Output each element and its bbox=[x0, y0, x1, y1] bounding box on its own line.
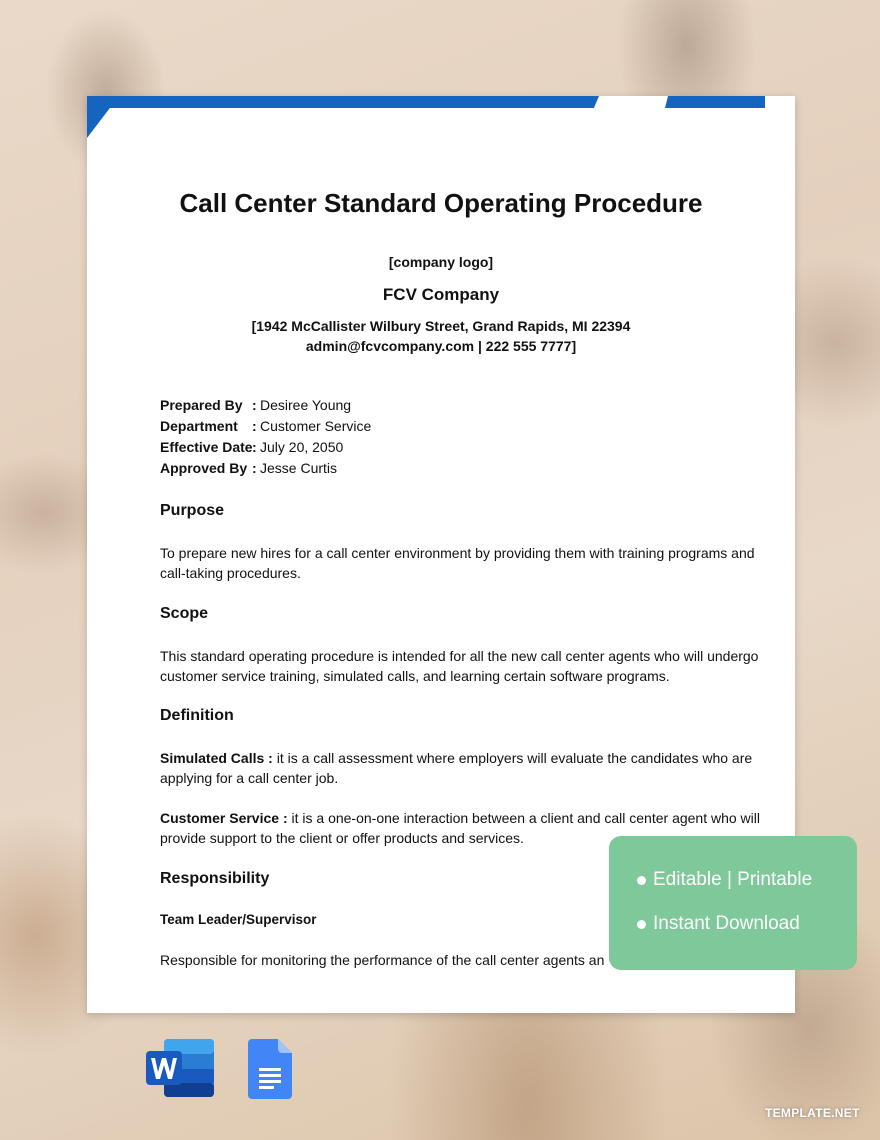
feature-badge bbox=[609, 836, 857, 970]
header-band-right bbox=[665, 96, 765, 108]
meta-separator: : bbox=[252, 397, 257, 413]
meta-value: Desiree Young bbox=[260, 397, 352, 413]
definition-text: it is a call assessment where employers will evaluate the candidates who are applying for a call center job. bbox=[160, 750, 753, 786]
definition-text: it is a one-on-one interaction between a client and call center agent who will provide support to the client or offer products and services. bbox=[160, 810, 760, 846]
responsibility-heading: Responsibility bbox=[160, 870, 270, 887]
definition-term: Simulated Calls : bbox=[160, 750, 273, 766]
microsoft-word-icon[interactable] bbox=[146, 1039, 214, 1097]
company-logo-placeholder: [company logo] bbox=[388, 254, 494, 270]
meta-separator: : bbox=[252, 460, 257, 476]
meta-label: Prepared By bbox=[160, 397, 243, 413]
meta-row-prepared-by bbox=[160, 397, 371, 418]
badge-feature-editable bbox=[637, 869, 812, 891]
scope-heading: Scope bbox=[160, 605, 209, 622]
meta-label: Department bbox=[160, 418, 238, 434]
document-meta bbox=[160, 397, 371, 481]
meta-label: Approved By bbox=[160, 460, 248, 476]
meta-separator: : bbox=[252, 439, 257, 455]
meta-separator: : bbox=[252, 418, 257, 434]
meta-label: Effective Date bbox=[160, 439, 253, 455]
document-title: Call Center Standard Operating Procedure bbox=[179, 188, 703, 218]
bullet-icon bbox=[637, 876, 646, 885]
badge-line-1: Editable | Printable bbox=[653, 869, 813, 890]
company-name: FCV Company bbox=[382, 285, 500, 304]
meta-value: July 20, 2050 bbox=[260, 439, 344, 455]
definition-heading: Definition bbox=[160, 707, 234, 724]
meta-row-approved-by bbox=[160, 460, 371, 481]
scope-text: This standard operating procedure is intended for all the new call center agents who will undergo customer service training, simulated calls, and learning certain software programs. bbox=[160, 648, 759, 684]
meta-value: Jesse Curtis bbox=[260, 460, 338, 476]
purpose-text: To prepare new hires for a call center environment by providing them with training programs and call-taking procedures. bbox=[160, 545, 755, 581]
definition-term: Customer Service : bbox=[160, 810, 288, 826]
watermark-logo: TEMPLATE.NET bbox=[765, 1106, 860, 1120]
purpose-heading: Purpose bbox=[160, 502, 225, 519]
meta-row-department bbox=[160, 418, 371, 439]
badge-feature-download bbox=[637, 913, 800, 935]
company-contact: admin@fcvcompany.com | 222 555 7777] bbox=[305, 338, 577, 354]
google-docs-icon[interactable] bbox=[248, 1039, 292, 1099]
badge-line-2: Instant Download bbox=[653, 913, 800, 934]
company-address: [1942 McCallister Wilbury Street, Grand Rapids, MI 22394 bbox=[251, 318, 631, 334]
meta-value: Customer Service bbox=[260, 418, 372, 434]
bullet-icon bbox=[637, 920, 646, 929]
meta-row-effective-date bbox=[160, 439, 371, 460]
corner-accent bbox=[87, 96, 119, 138]
definition-item-simulated-calls bbox=[160, 748, 760, 788]
responsibility-subheading: Team Leader/Supervisor bbox=[160, 912, 317, 927]
header-band-left bbox=[87, 96, 599, 108]
responsibility-text: Responsible for monitoring the performance of the call center agents an bbox=[160, 952, 605, 968]
